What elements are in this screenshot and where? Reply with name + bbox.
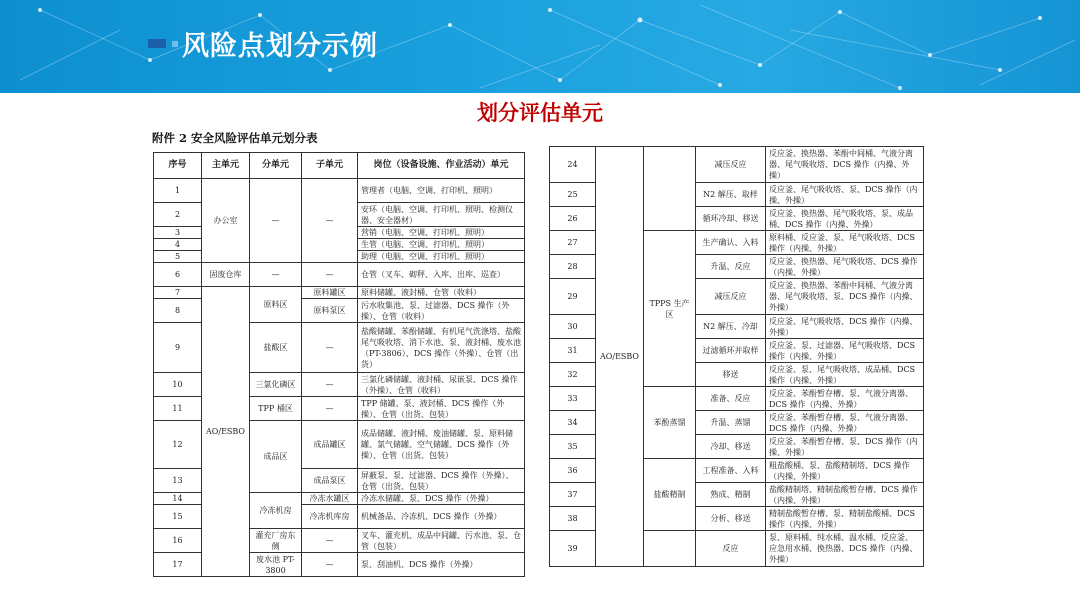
cell-child-unit: 熟成、精制 xyxy=(696,483,766,507)
cell-child-unit: 生产确认、入料 xyxy=(696,231,766,255)
cell-sub-unit: 冷冻机房 xyxy=(250,493,302,529)
cell-child-unit: 冷冻机库房 xyxy=(302,505,358,529)
cell-index: 25 xyxy=(550,183,596,207)
cell-index: 9 xyxy=(154,323,202,373)
cell-child-unit: 过滤循环并取样 xyxy=(696,339,766,363)
cell-position: 反应釜、换热器、苯酚中间桶、气液分离器、尾气吸收塔、DCS 操作（内操、外操） xyxy=(766,147,924,183)
cell-child-unit: 循环冷却、移送 xyxy=(696,207,766,231)
cell-position: 反应釜、苯酚暂存槽、泵、气液分离器、DCS 操作（内操、外操） xyxy=(766,387,924,411)
cell-child-unit: — xyxy=(302,323,358,373)
cell-position: 生管（电脑、空调、打印机、照明） xyxy=(358,239,525,251)
cell-child-unit: 减压反应 xyxy=(696,279,766,315)
col-header-child-unit: 子单元 xyxy=(302,153,358,179)
table-row xyxy=(154,287,525,299)
cell-sub-unit: TPP 桶区 xyxy=(250,397,302,421)
cell-index: 26 xyxy=(550,207,596,231)
cell-child-unit: N2 解压、冷却 xyxy=(696,315,766,339)
risk-unit-table-right xyxy=(549,146,924,567)
cell-child-unit: 冷冻水罐区 xyxy=(302,493,358,505)
cell-index: 33 xyxy=(550,387,596,411)
cell-sub-unit: 盐酸精制 xyxy=(644,459,696,531)
cell-sub-unit: 三氯化磷区 xyxy=(250,373,302,397)
cell-position: 反应釜、换热器、苯酚中间桶、气液分离器、尾气吸收塔、泵、DCS 操作（内操、外操） xyxy=(766,279,924,315)
cell-sub-unit: 原料区 xyxy=(250,287,302,323)
cell-child-unit: 移送 xyxy=(696,363,766,387)
cell-position: 原料储罐、液封桶、仓管（收料） xyxy=(358,287,525,299)
cell-index: 38 xyxy=(550,507,596,531)
risk-unit-table-left xyxy=(153,152,525,577)
cell-index: 10 xyxy=(154,373,202,397)
cell-index: 28 xyxy=(550,255,596,279)
cell-sub-unit: 盐酸区 xyxy=(250,323,302,373)
cell-sub-unit: 成品区 xyxy=(250,421,302,493)
cell-position: 粗盐酸桶、泵、盐酸精制塔、DCS 操作（内操、外操） xyxy=(766,459,924,483)
cell-position: 泵、原料桶、纯水桶、温水桶、反应釜、应急用水桶、换热器、DCS 操作（内操、外操） xyxy=(766,531,924,567)
cell-index: 13 xyxy=(154,469,202,493)
cell-sub-unit: 废水池 PT-3800 xyxy=(250,553,302,577)
cell-position: 管理者（电脑、空调、打印机、照明） xyxy=(358,179,525,203)
cell-position: 营销（电脑、空调、打印机、照明） xyxy=(358,227,525,239)
cell-position: 原料桶、反应釜、泵、尾气吸收塔、DCS 操作（内操、外操） xyxy=(766,231,924,255)
cell-position: 叉车、灌充机、成品中间罐、污水池、泵、仓管（包装） xyxy=(358,529,525,553)
cell-child-unit: — xyxy=(302,397,358,421)
table-header-row xyxy=(154,153,525,179)
cell-child-unit: 原料泵区 xyxy=(302,299,358,323)
cell-main-unit: 办公室 xyxy=(202,179,250,263)
cell-child-unit: 冷却、移送 xyxy=(696,435,766,459)
cell-child-unit: — xyxy=(302,373,358,397)
cell-child-unit: 升温、蒸馏 xyxy=(696,411,766,435)
title-bullet-icon xyxy=(148,39,166,48)
cell-position: 反应釜、苯酚暂存槽、泵、DCS 操作（内操、外操） xyxy=(766,435,924,459)
cell-index: 29 xyxy=(550,279,596,315)
col-header-position: 岗位（设备设施、作业活动）单元 xyxy=(358,153,525,179)
cell-child-unit: — xyxy=(302,263,358,287)
cell-child-unit: — xyxy=(302,529,358,553)
cell-child-unit: 成品罐区 xyxy=(302,421,358,469)
cell-index: 15 xyxy=(154,505,202,529)
col-header-main-unit: 主单元 xyxy=(202,153,250,179)
cell-index: 3 xyxy=(154,227,202,239)
cell-child-unit: 分析、移送 xyxy=(696,507,766,531)
cell-position: 冷冻水储罐、泵、DCS 操作（外操） xyxy=(358,493,525,505)
cell-child-unit: 升温、反应 xyxy=(696,255,766,279)
cell-index: 1 xyxy=(154,179,202,203)
cell-child-unit: — xyxy=(302,553,358,577)
cell-position: 泵、刮油机、DCS 操作（外操） xyxy=(358,553,525,577)
cell-index: 14 xyxy=(154,493,202,505)
cell-position: 仓管（叉车、砌秤、入库、出库、巡查） xyxy=(358,263,525,287)
cell-position: 盐酸精制塔、精制盐酸暂存槽、DCS 操作（内操、外操） xyxy=(766,483,924,507)
cell-sub-unit: — xyxy=(250,263,302,287)
header-banner xyxy=(0,0,1080,93)
table-row xyxy=(154,179,525,203)
cell-position: 反应釜、换热器、尾气吸收塔、DCS 操作（内操、外操） xyxy=(766,255,924,279)
cell-index: 11 xyxy=(154,397,202,421)
cell-child-unit: 成品泵区 xyxy=(302,469,358,493)
cell-index: 31 xyxy=(550,339,596,363)
cell-position: 反应釜、尾气吸收塔、DCS 操作（内操、外操） xyxy=(766,315,924,339)
cell-index: 17 xyxy=(154,553,202,577)
col-header-sub-unit: 分单元 xyxy=(250,153,302,179)
table-row xyxy=(154,263,525,287)
cell-child-unit: — xyxy=(302,179,358,263)
cell-index: 27 xyxy=(550,231,596,255)
cell-position: 反应釜、泵、尾气吸收塔、成品桶、DCS 操作（内操、外操） xyxy=(766,363,924,387)
cell-index: 34 xyxy=(550,411,596,435)
cell-index: 2 xyxy=(154,203,202,227)
cell-position: 成品储罐、液封桶、废油储罐、泵、原料储罐、氯气储罐、空气储罐、DCS 操作（外操）、仓管（出货、包装） xyxy=(358,421,525,469)
cell-main-unit: AO/ESBO xyxy=(596,147,644,567)
cell-position: 反应釜、换热器、尾气吸收塔、泵、成品桶、DCS 操作（内操、外操） xyxy=(766,207,924,231)
cell-child-unit: N2 解压、取样 xyxy=(696,183,766,207)
cell-sub-unit: 苯酚蒸馏 xyxy=(644,387,696,459)
title-dot-icon xyxy=(172,41,178,47)
cell-index: 16 xyxy=(154,529,202,553)
cell-index: 37 xyxy=(550,483,596,507)
cell-position: 污水收集池、泵、过滤器、DCS 操作（外操）、仓管（收料） xyxy=(358,299,525,323)
cell-index: 12 xyxy=(154,421,202,469)
cell-index: 7 xyxy=(154,287,202,299)
cell-position: 三氯化磷储罐、液封桶、尿嵌泵、DCS 操作（外操）、仓管（收料） xyxy=(358,373,525,397)
cell-index: 39 xyxy=(550,531,596,567)
cell-index: 8 xyxy=(154,299,202,323)
cell-child-unit: 减压反应 xyxy=(696,147,766,183)
cell-index: 36 xyxy=(550,459,596,483)
cell-position: 精制盐酸暂存槽、泵、精制盐酸桶、DCS 操作（内操、外操） xyxy=(766,507,924,531)
cell-position: 盐酸储罐、苯酚储罐、有机尾气洗涤塔、盐酸尾气吸收塔、消下水池、泵、液封桶、废水池（PT-3806）、DCS 操作（外操）、仓管（出货） xyxy=(358,323,525,373)
cell-position: 安环（电脑、空调、打印机、照明、检测仪器、安全器材） xyxy=(358,203,525,227)
cell-main-unit: 固废仓库 xyxy=(202,263,250,287)
cell-position: 反应釜、苯酚暂存槽、泵、气液分离器、DCS 操作（内操、外操） xyxy=(766,411,924,435)
cell-position: 反应釜、泵、过滤器、尾气吸收塔、DCS 操作（内操、外操） xyxy=(766,339,924,363)
page-title: 风险点划分示例 xyxy=(182,31,378,62)
cell-index: 35 xyxy=(550,435,596,459)
col-header-index: 序号 xyxy=(154,153,202,179)
table-row xyxy=(550,147,924,183)
table-caption: 附件 2 安全风险评估单元划分表 xyxy=(152,131,318,145)
cell-child-unit: 反应 xyxy=(696,531,766,567)
cell-index: 4 xyxy=(154,239,202,251)
cell-index: 30 xyxy=(550,315,596,339)
cell-position: TPP 储罐、泵、液封桶、DCS 操作（外操）、仓管（出货、包装） xyxy=(358,397,525,421)
cell-child-unit: 原料罐区 xyxy=(302,287,358,299)
cell-position: 机械备品、冷冻机、DCS 操作（外操） xyxy=(358,505,525,529)
cell-sub-unit xyxy=(644,531,696,567)
cell-child-unit: 准备、反应 xyxy=(696,387,766,411)
cell-index: 32 xyxy=(550,363,596,387)
cell-sub-unit: 灌充厂房东侧 xyxy=(250,529,302,553)
cell-index: 5 xyxy=(154,251,202,263)
cell-position: 屏蔽泵、泵、过滤器、DCS 操作（外操）、仓管（出货、包装） xyxy=(358,469,525,493)
cell-main-unit: AO/ESBO xyxy=(202,287,250,577)
cell-position: 助理（电脑、空调、打印机、照明） xyxy=(358,251,525,263)
cell-sub-unit xyxy=(644,147,696,231)
cell-sub-unit: — xyxy=(250,179,302,263)
section-subtitle: 划分评估单元 xyxy=(477,101,603,125)
cell-child-unit: 工程准备、入料 xyxy=(696,459,766,483)
cell-sub-unit: TPPS 生产区 xyxy=(644,231,696,387)
cell-position: 反应釜、尾气吸收塔、泵、DCS 操作（内操、外操） xyxy=(766,183,924,207)
cell-index: 24 xyxy=(550,147,596,183)
cell-index: 6 xyxy=(154,263,202,287)
